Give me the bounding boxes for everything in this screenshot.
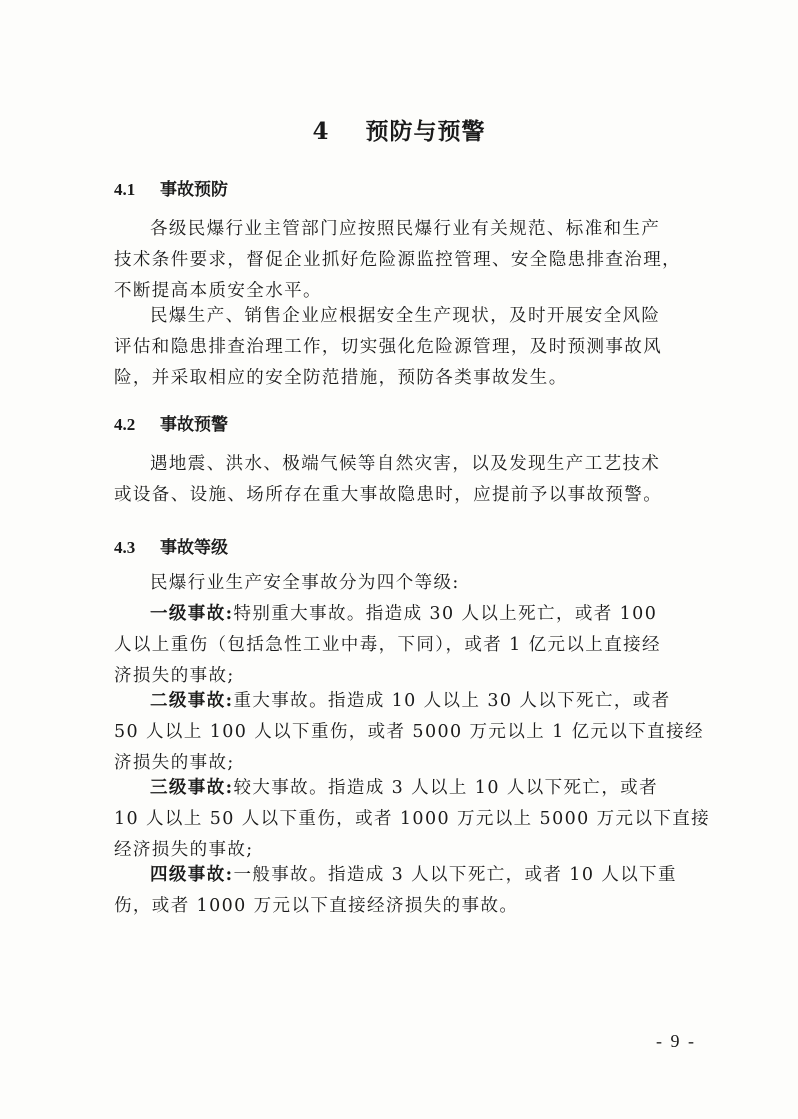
paragraph-4-3-intro [114,568,692,599]
level-3-paragraph [114,773,711,866]
text-line: 不断提高本质安全水平。 [114,281,322,301]
section-number: 4.3 [114,538,136,557]
section-number: 4.2 [114,415,136,434]
text-line: 人以上重伤（包括急性工业中毒，下同），或者 1 亿元以上直接经 [114,635,661,655]
section-heading-4-1 [114,175,228,200]
text-line: 10 人以上 50 人以下重伤，或者 1000 万元以上 5000 万元以下直接 [114,809,711,829]
level-4-paragraph [114,860,692,922]
section-title: 事故预防 [160,180,228,200]
paragraph-4-1-2 [114,301,692,394]
chapter-title-text: 预防与预警 [365,118,486,145]
text-line: 技术条件要求，督促企业抓好危险源监控管理、安全隐患排查治理， [114,250,681,270]
level-2-paragraph [114,686,704,779]
text-line: 各级民爆行业主管部门应按照民爆行业有关规范、标准和生产 [150,219,661,239]
section-number: 4.1 [114,180,136,199]
level-label: 二级事故: [150,691,234,711]
level-label: 三级事故: [150,778,234,798]
text-line: 一级事故:特别重大事故。指造成 30 人以上死亡，或者 100 [150,604,658,624]
chapter-title [0,113,798,146]
section-heading-4-3 [114,533,228,558]
paragraph-4-2-1 [114,449,692,511]
text-line: 济损失的事故; [114,753,235,773]
level-label: 四级事故: [150,865,234,885]
text-line: 或设备、设施、场所存在重大事故隐患时，应提前予以事故预警。 [114,485,663,505]
text-line: 遇地震、洪水、极端气候等自然灾害，以及发现生产工艺技术 [150,454,661,474]
text-line: 四级事故:一般事故。指造成 3 人以下死亡，或者 10 人以下重 [150,865,677,885]
text-line: 三级事故:较大事故。指造成 3 人以上 10 人以下死亡，或者 [150,778,659,798]
paragraph-4-1-1 [114,214,692,307]
text-line: 民爆行业生产安全事故分为四个等级: [150,573,460,593]
text-line: 评估和隐患排查治理工作，切实强化危险源管理，及时预测事故风 [114,337,663,357]
section-title: 事故等级 [160,538,228,558]
section-heading-4-2 [114,410,228,435]
text-line: 民爆生产、销售企业应根据安全生产现状，及时开展安全风险 [150,306,661,326]
text-line: 险，并采取相应的安全防范措施，预防各类事故发生。 [114,368,568,388]
text-line: 济损失的事故; [114,666,235,686]
text-line: 50 人以上 100 人以下重伤，或者 5000 万元以上 1 亿元以下直接经 [114,722,704,742]
level-1-paragraph [114,599,692,692]
section-title: 事故预警 [160,415,228,435]
text-line: 二级事故:重大事故。指造成 10 人以上 30 人以下死亡，或者 [150,691,671,711]
text-line: 经济损失的事故; [114,840,254,860]
level-label: 一级事故: [150,604,234,624]
text-line: 伤，或者 1000 万元以下直接经济损失的事故。 [114,896,519,916]
chapter-number: 4 [312,118,330,145]
page-number: - 9 - [656,1031,696,1051]
